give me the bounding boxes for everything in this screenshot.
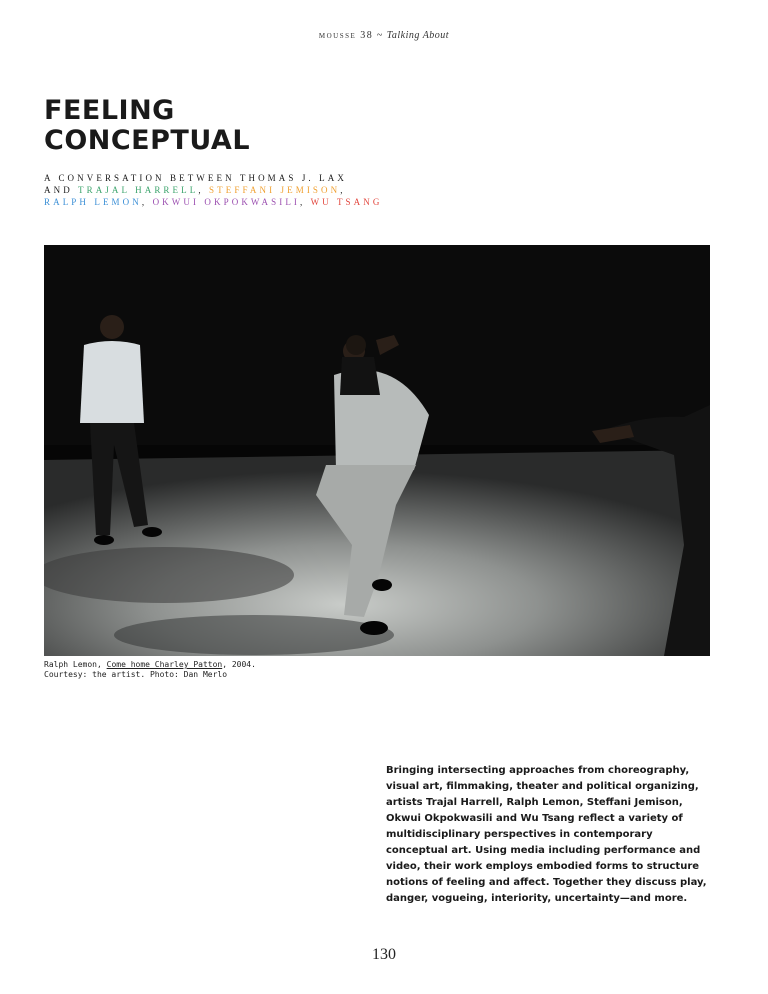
byline xyxy=(44,172,382,208)
running-head xyxy=(0,30,768,41)
article-title xyxy=(44,96,250,156)
caption-credit: Courtesy: the artist. Photo: Dan Merlo xyxy=(44,670,228,679)
caption-year: , 2004. xyxy=(222,660,256,669)
byline-comma: , xyxy=(141,197,148,207)
byline-comma: , xyxy=(340,185,346,195)
photo-illustration xyxy=(44,245,710,656)
section-name: Talking About xyxy=(386,30,450,41)
caption-artist: Ralph Lemon, xyxy=(44,660,102,669)
byline-person-harrell: TRAJAL HARRELL xyxy=(78,185,199,195)
magazine-name: mousse 38 xyxy=(318,30,374,41)
title-line-2: CONCEPTUAL xyxy=(44,125,251,156)
photo-caption xyxy=(44,660,256,680)
byline-lead: A CONVERSATION BETWEEN THOMAS J. LAX xyxy=(44,173,347,183)
byline-person-okpokwasili: OKWUI OKPOKWASILI xyxy=(152,197,301,207)
intro-paragraph: Bringing intersecting approaches from choreography, visual art, filmmaking, theater and political organizing, artists Trajal Harrell, Ralph Lemon, Steffani Jemison, Okwui Okpokwasili and Wu Tsang reflect a variety of multidisciplinary perspectives in contemporary conceptual art. Using media including performance and video, their work employs embodied forms to structure notions of feeling and affect. Together they discuss play, danger, vogueing, interiority, uncertainty—and more. xyxy=(386,765,707,904)
floor-shadow xyxy=(114,615,394,655)
byline-line-1 xyxy=(44,172,382,184)
byline-person-tsang: WU TSANG xyxy=(310,197,383,207)
header-separator: ~ xyxy=(376,30,384,41)
caption-line-1 xyxy=(44,660,256,670)
byline-person-lemon: RALPH LEMON xyxy=(44,197,142,207)
caption-work-title: Come home Charley Patton xyxy=(106,660,223,669)
byline-line-2 xyxy=(44,184,382,196)
performance-photo xyxy=(44,245,710,656)
byline-comma: , xyxy=(198,185,204,195)
page-number: 130 xyxy=(372,946,396,963)
floor-shadow xyxy=(44,547,294,603)
byline-person-jemison: STEFFANI JEMISON xyxy=(209,185,341,195)
byline-line-3 xyxy=(44,196,382,208)
title-line-1: FEELING xyxy=(44,95,175,126)
byline-comma: , xyxy=(300,197,306,207)
byline-and: AND xyxy=(44,185,73,195)
